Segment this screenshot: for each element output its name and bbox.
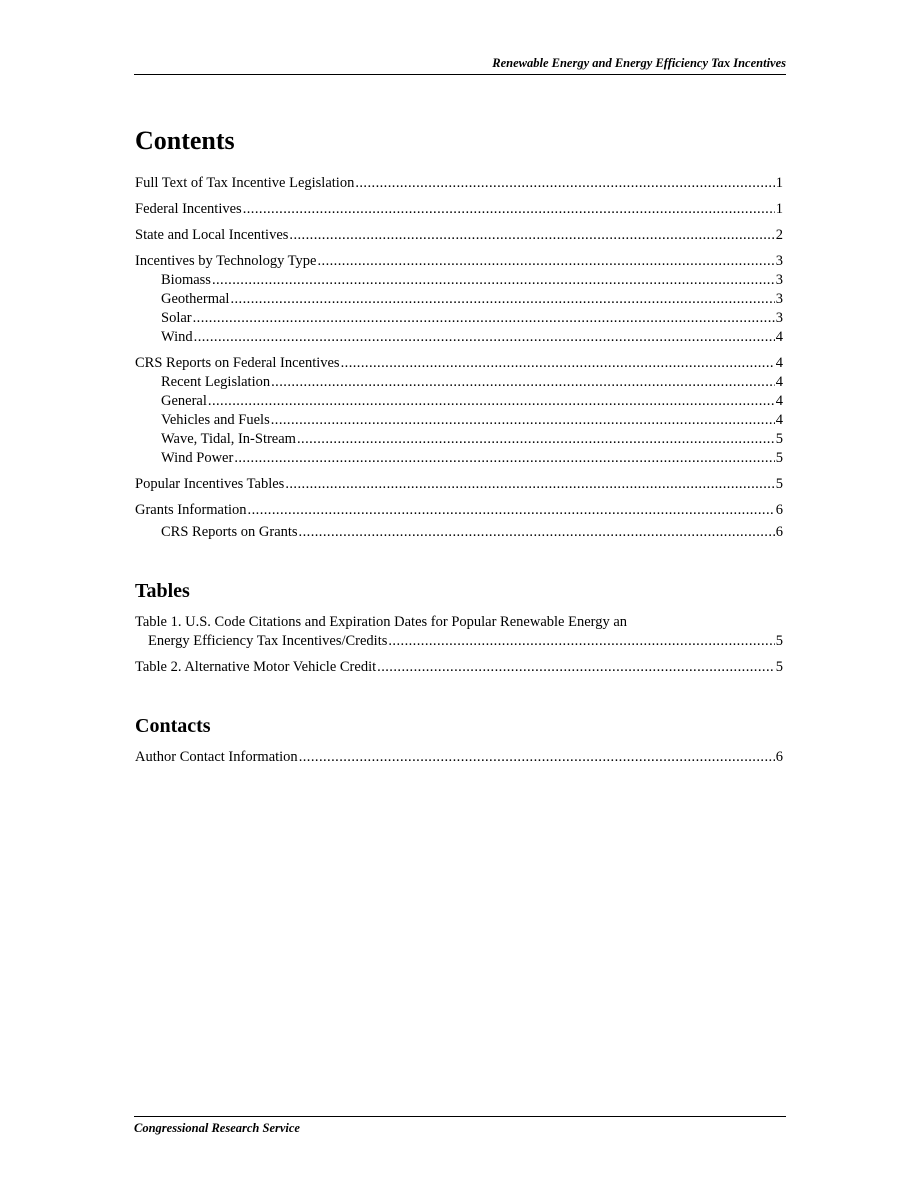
tables-list — [135, 613, 783, 677]
dot-leader — [248, 501, 775, 520]
toc-entry-label: Solar — [161, 310, 192, 326]
toc-entry[interactable] — [135, 475, 783, 494]
dot-leader — [234, 449, 774, 468]
toc-entry-label: Table 2. Alternative Motor Vehicle Credit — [135, 659, 377, 675]
dot-leader — [230, 290, 774, 309]
section-spacer — [135, 542, 783, 578]
toc-entry-page: 2 — [775, 227, 783, 243]
toc-entry-table-1[interactable] — [135, 613, 783, 651]
dot-leader — [299, 748, 775, 767]
toc-entry-page: 4 — [775, 412, 783, 428]
dot-leader — [285, 475, 774, 494]
dot-leader — [377, 658, 775, 677]
tables-heading: Tables — [135, 580, 190, 602]
toc-entry-label: Federal Incentives — [135, 201, 242, 217]
toc-entry-page: 3 — [775, 310, 783, 326]
dot-leader — [193, 309, 775, 328]
dot-leader — [317, 252, 774, 271]
toc-subentry[interactable] — [135, 392, 783, 411]
toc-subentry[interactable] — [135, 309, 783, 328]
toc-entry-label: Biomass — [161, 272, 211, 288]
toc-entry-label: Geothermal — [161, 291, 230, 307]
toc-entry[interactable] — [135, 354, 783, 373]
toc-subentry[interactable] — [135, 449, 783, 468]
toc-subentry[interactable] — [135, 328, 783, 347]
toc-subentry[interactable] — [135, 411, 783, 430]
toc-entry-label: Popular Incentives Tables — [135, 476, 285, 492]
toc-entry-label: Incentives by Technology Type — [135, 253, 317, 269]
toc-entry-label: State and Local Incentives — [135, 227, 289, 243]
contents-heading: Contents — [135, 126, 235, 155]
toc-entry-page: 3 — [775, 253, 783, 269]
toc-entry-page: 6 — [775, 749, 783, 765]
toc-entry-label: Wind — [161, 329, 193, 345]
dot-leader — [243, 200, 775, 219]
toc-entry-label: Author Contact Information — [135, 749, 298, 765]
contacts-list — [135, 748, 783, 767]
dot-leader — [289, 226, 774, 245]
contacts-heading: Contacts — [135, 715, 211, 737]
toc-subentry[interactable] — [135, 430, 783, 449]
toc-entry-label: CRS Reports on Federal Incentives — [135, 355, 340, 371]
toc-subentry[interactable] — [135, 373, 783, 392]
dot-leader — [208, 392, 775, 411]
toc-subentry[interactable] — [135, 523, 783, 542]
dot-leader — [355, 174, 774, 193]
page-footer: Congressional Research Service — [134, 1116, 786, 1136]
dot-leader — [341, 354, 775, 373]
toc-entry-table-2[interactable] — [135, 658, 783, 677]
dot-leader — [194, 328, 775, 347]
toc-entry[interactable] — [135, 501, 783, 520]
toc-entry-page: 6 — [775, 502, 783, 518]
toc-entry[interactable] — [135, 252, 783, 271]
toc-subentry[interactable] — [135, 271, 783, 290]
section-spacer — [135, 677, 783, 713]
toc-entry-label-line1: Table 1. U.S. Code Citations and Expiration Dates for Popular Renewable Energy an — [135, 614, 628, 630]
contents-list — [135, 174, 783, 542]
toc-entry-page: 3 — [775, 291, 783, 307]
toc-entry[interactable] — [135, 174, 783, 193]
dot-leader — [297, 430, 775, 449]
toc-entry[interactable] — [135, 226, 783, 245]
toc-entry-page: 1 — [775, 201, 783, 217]
toc-entry-page: 5 — [775, 431, 783, 447]
toc-entry-page: 4 — [775, 393, 783, 409]
toc-entry-page: 5 — [775, 633, 783, 649]
toc-entry-label-line2: Energy Efficiency Tax Incentives/Credits — [148, 633, 388, 649]
dot-leader — [299, 523, 775, 542]
toc-entry-page: 4 — [775, 355, 783, 371]
toc-entry-label: Wave, Tidal, In-Stream — [161, 431, 296, 447]
dot-leader — [212, 271, 775, 290]
toc-entry-label: Vehicles and Fuels — [161, 412, 270, 428]
toc-entry-label: Grants Information — [135, 502, 247, 518]
toc-entry-label: Wind Power — [161, 450, 234, 466]
toc-entry-label: CRS Reports on Grants — [161, 524, 298, 540]
toc-subentry[interactable] — [135, 290, 783, 309]
toc-entry-page: 4 — [775, 374, 783, 390]
running-header: Renewable Energy and Energy Efficiency Tax Incentives — [134, 56, 786, 75]
dot-leader — [388, 632, 774, 651]
toc-entry-page: 5 — [775, 450, 783, 466]
dot-leader — [271, 373, 775, 392]
toc-entry-page: 6 — [775, 524, 783, 540]
toc-entry-page: 3 — [775, 272, 783, 288]
toc-entry-label: Full Text of Tax Incentive Legislation — [135, 175, 355, 191]
toc-entry-label: General — [161, 393, 207, 409]
table-of-contents — [135, 124, 783, 767]
toc-entry-page: 5 — [775, 659, 783, 675]
toc-entry-label: Recent Legislation — [161, 374, 271, 390]
toc-entry-author-contact[interactable] — [135, 748, 783, 767]
dot-leader — [271, 411, 775, 430]
toc-entry-line2 — [135, 632, 783, 651]
toc-entry-page: 1 — [775, 175, 783, 191]
toc-entry-page: 4 — [775, 329, 783, 345]
toc-entry[interactable] — [135, 200, 783, 219]
toc-entry-page: 5 — [775, 476, 783, 492]
